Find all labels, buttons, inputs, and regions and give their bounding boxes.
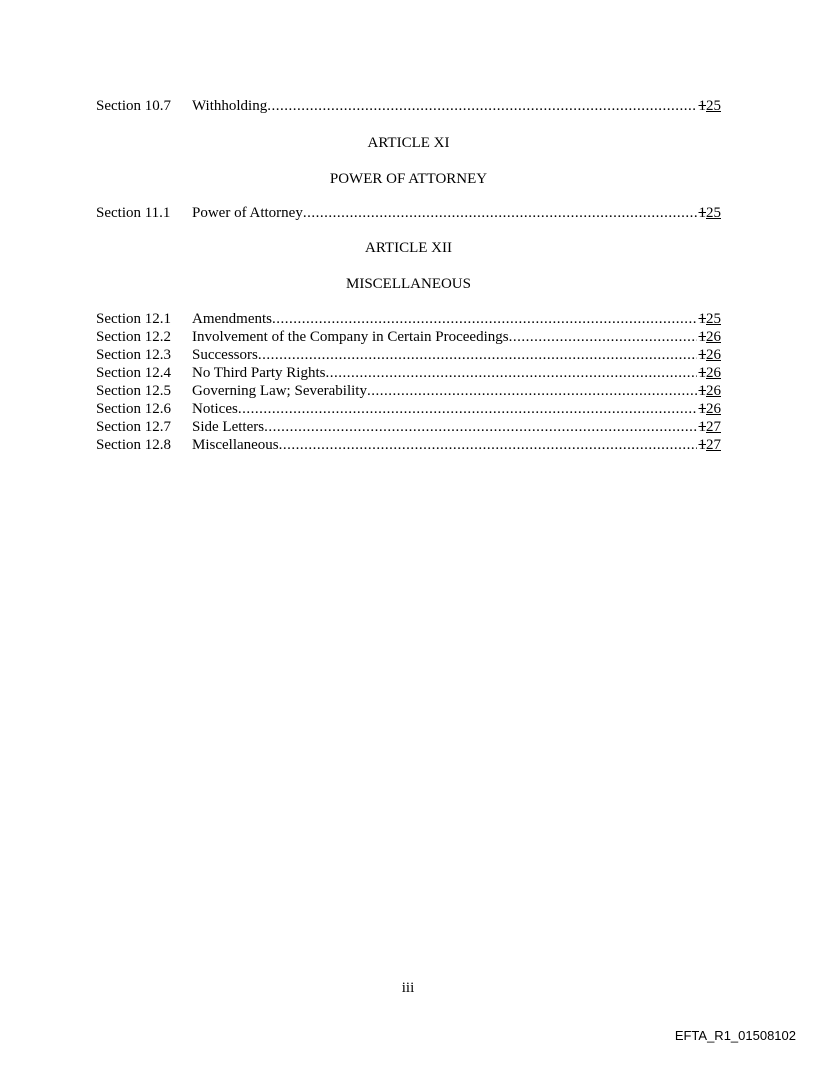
inserted-page-number: 26	[706, 401, 721, 417]
toc-page-ref	[699, 400, 722, 418]
toc-section-title: Involvement of the Company in Certain Proceedings	[192, 329, 509, 345]
inserted-page-number: 27	[706, 419, 721, 435]
dot-leader	[238, 400, 697, 418]
toc-section-title: Notices	[192, 401, 238, 417]
dot-leader	[258, 346, 697, 364]
toc-section-number: Section 12.1	[96, 311, 171, 327]
toc-entry	[96, 97, 721, 115]
inserted-page-number: 26	[706, 383, 721, 399]
toc-section-number: Section 12.7	[96, 419, 171, 435]
toc-page-ref	[699, 204, 722, 222]
deleted-page-number: 1	[698, 383, 706, 399]
toc-entry	[96, 436, 721, 454]
dot-leader	[279, 436, 697, 454]
toc-section-number: Section 12.2	[96, 329, 171, 345]
toc-page-ref	[699, 346, 722, 364]
article-number: ARTICLE XII	[365, 240, 452, 256]
toc-section-title: Power of Attorney	[192, 205, 303, 221]
dot-leader	[325, 364, 696, 382]
page-number: iii	[401, 980, 415, 996]
toc-page-ref	[699, 382, 722, 400]
dot-leader	[267, 97, 696, 115]
dot-leader	[264, 418, 696, 436]
toc-section-title: Withholding	[192, 98, 268, 114]
inserted-page-number: 25	[706, 98, 721, 114]
toc-section-number: Section 12.5	[96, 383, 171, 399]
deleted-page-number: 1	[698, 347, 706, 363]
toc-page-ref	[699, 97, 722, 115]
toc-entry	[96, 310, 721, 328]
toc-section-title: No Third Party Rights	[192, 365, 326, 381]
inserted-page-number: 26	[706, 365, 721, 381]
toc-entry	[96, 204, 721, 222]
article-heading: MISCELLANEOUS	[345, 276, 471, 292]
deleted-page-number: 1	[698, 401, 706, 417]
toc-entry	[96, 418, 721, 436]
article-heading: POWER OF ATTORNEY	[329, 171, 488, 187]
toc-section-title: Side Letters	[192, 419, 265, 435]
toc-entry	[96, 364, 721, 382]
inserted-page-number: 25	[706, 205, 721, 221]
toc-entry	[96, 382, 721, 400]
dot-leader	[272, 310, 697, 328]
document-id: EFTA_R1_01508102	[674, 1028, 796, 1043]
toc-section-title: Successors	[192, 347, 258, 363]
toc-section-title: Amendments	[192, 311, 272, 327]
deleted-page-number: 1	[698, 365, 706, 381]
deleted-page-number: 1	[698, 205, 706, 221]
toc-section-number: Section 12.8	[96, 437, 171, 453]
toc-entry	[96, 346, 721, 364]
inserted-page-number: 25	[706, 311, 721, 327]
toc-section-title: Governing Law; Severability	[192, 383, 367, 399]
dot-leader	[303, 204, 697, 222]
deleted-page-number: 1	[698, 437, 706, 453]
deleted-page-number: 1	[698, 419, 706, 435]
dot-leader	[367, 382, 697, 400]
toc-page-ref	[699, 364, 722, 382]
deleted-page-number: 1	[698, 311, 706, 327]
toc-section-number: Section 11.1	[96, 205, 171, 221]
toc-page-ref	[699, 328, 722, 346]
inserted-page-number: 26	[706, 347, 721, 363]
dot-leader	[509, 328, 697, 346]
inserted-page-number: 27	[706, 437, 721, 453]
toc-page-ref	[699, 418, 722, 436]
article-number: ARTICLE XI	[367, 135, 450, 151]
toc-section-number: Section 12.4	[96, 365, 171, 381]
toc-entry	[96, 328, 721, 346]
deleted-page-number: 1	[698, 98, 706, 114]
toc-section-title: Miscellaneous	[192, 437, 279, 453]
deleted-page-number: 1	[698, 329, 706, 345]
toc-section-number: Section 12.3	[96, 347, 171, 363]
toc-entry	[96, 400, 721, 418]
toc-page-ref	[699, 436, 722, 454]
toc-section-number: Section 10.7	[96, 98, 171, 114]
toc-section-number: Section 12.6	[96, 401, 171, 417]
inserted-page-number: 26	[706, 329, 721, 345]
toc-page-ref	[699, 310, 722, 328]
